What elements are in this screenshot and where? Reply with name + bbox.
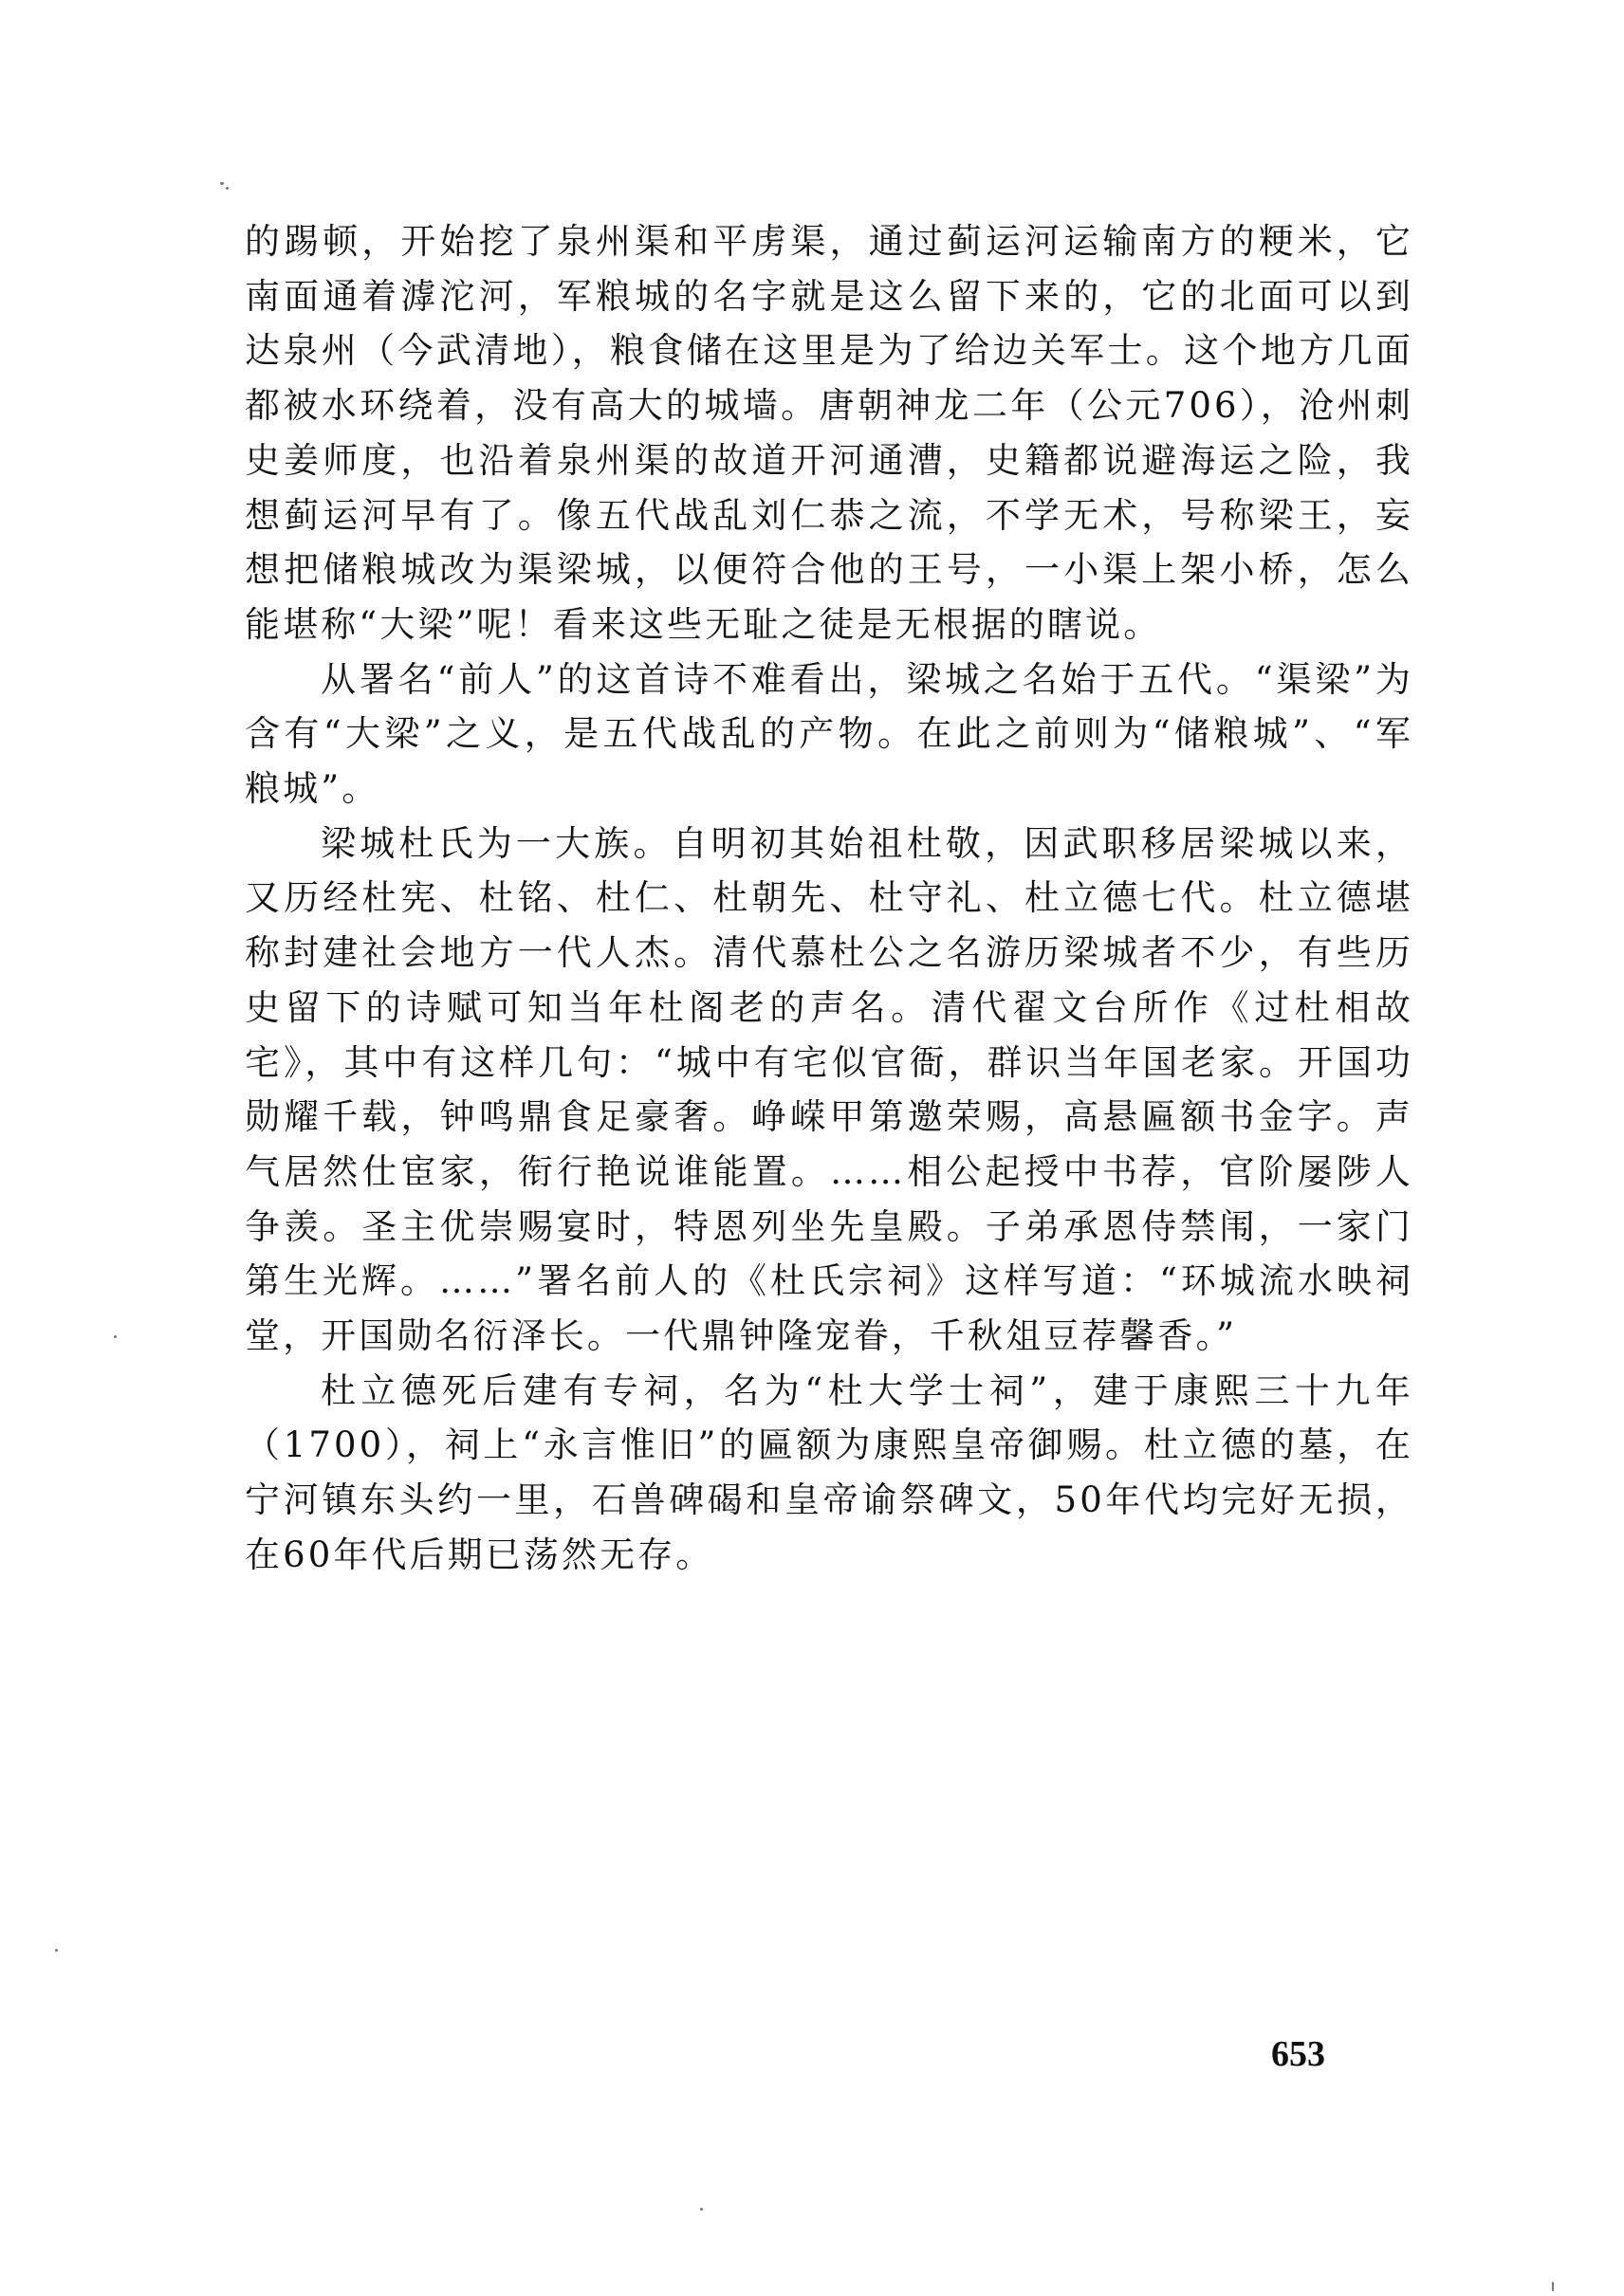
paragraph-2: 从署名“前人”的这首诗不难看出，梁城之名始于五代。“渠梁”为含有“大梁”之义，是五代战乱的产物。在此之前则为“储粮城”、“军粮城”。 [245,658,1413,810]
scan-speck [1552,2282,1554,2291]
paragraph-3: 梁城杜氏为一大族。自明初其始祖杜敬，因武职移居梁城以来，又历经杜宪、杜铭、杜仁、杜朝先、杜守礼、杜立德七代。杜立德堪称封建社会地方一代人杰。清代慕杜公之名游历梁城者不少，有些历史留下的诗赋可知当年杜阁老的声名。清代翟文台所作《过杜相故宅》，其中有这样几句：“城中有宅似官衙，群识当年国老家。开国功勋耀千载，钟鸣鼎食足豪奢。峥嵘甲第邀荣赐，高悬匾额书金字。声气居然仕宦家，衔行艳说谁能置。……相公起授中书荐，官阶屡陟人争羡。圣主优崇赐宴时，特恩列坐先皇殿。子弟承恩侍禁闱，一家门第生光辉。……”署名前人的《杜氏宗祠》这样写道：“环城流水映祠堂，开国勋名衍泽长。一代鼎钟隆宠眷，千秋俎豆荐馨香。” [245,822,1413,1357]
scan-speck [226,187,229,190]
paragraph-4: 杜立德死后建有专祠，名为“杜大学士祠”，建于康熙三十九年（1700），祠上“永言惟旧”的匾额为康熙皇帝御赐。杜立德的墓，在宁河镇东头约一里，石兽碑碣和皇帝谕祭碑文，50年代均完好无损，在60年代后期已荡然无存。 [245,1369,1413,1575]
page-number: 653 [1271,2034,1325,2074]
scan-speck [114,1335,117,1338]
body-text [245,214,1413,1583]
scan-speck [55,1949,58,1952]
scan-speck [700,2208,703,2211]
scan-speck [220,182,224,185]
paragraph-1: 的踢顿，开始挖了泉州渠和平虏渠，通过蓟运河运输南方的粳米，它南面通着滹沱河，军粮城的名字就是这么留下来的，它的北面可以到达泉州（今武清地），粮食储在这里是为了给边关军士。这个地方几面都被水环绕着，没有高大的城墙。唐朝神龙二年（公元706），沧州刺史姜师度，也沿着泉州渠的故道开河通漕，史籍都说避海运之险，我想蓟运河早有了。像五代战乱刘仁恭之流，不学无术，号称梁王，妄想把储粮城改为渠梁城，以便符合他的王号，一小渠上架小桥，怎么能堪称“大梁”呢！看来这些无耻之徒是无根据的瞎说。 [245,221,1413,645]
